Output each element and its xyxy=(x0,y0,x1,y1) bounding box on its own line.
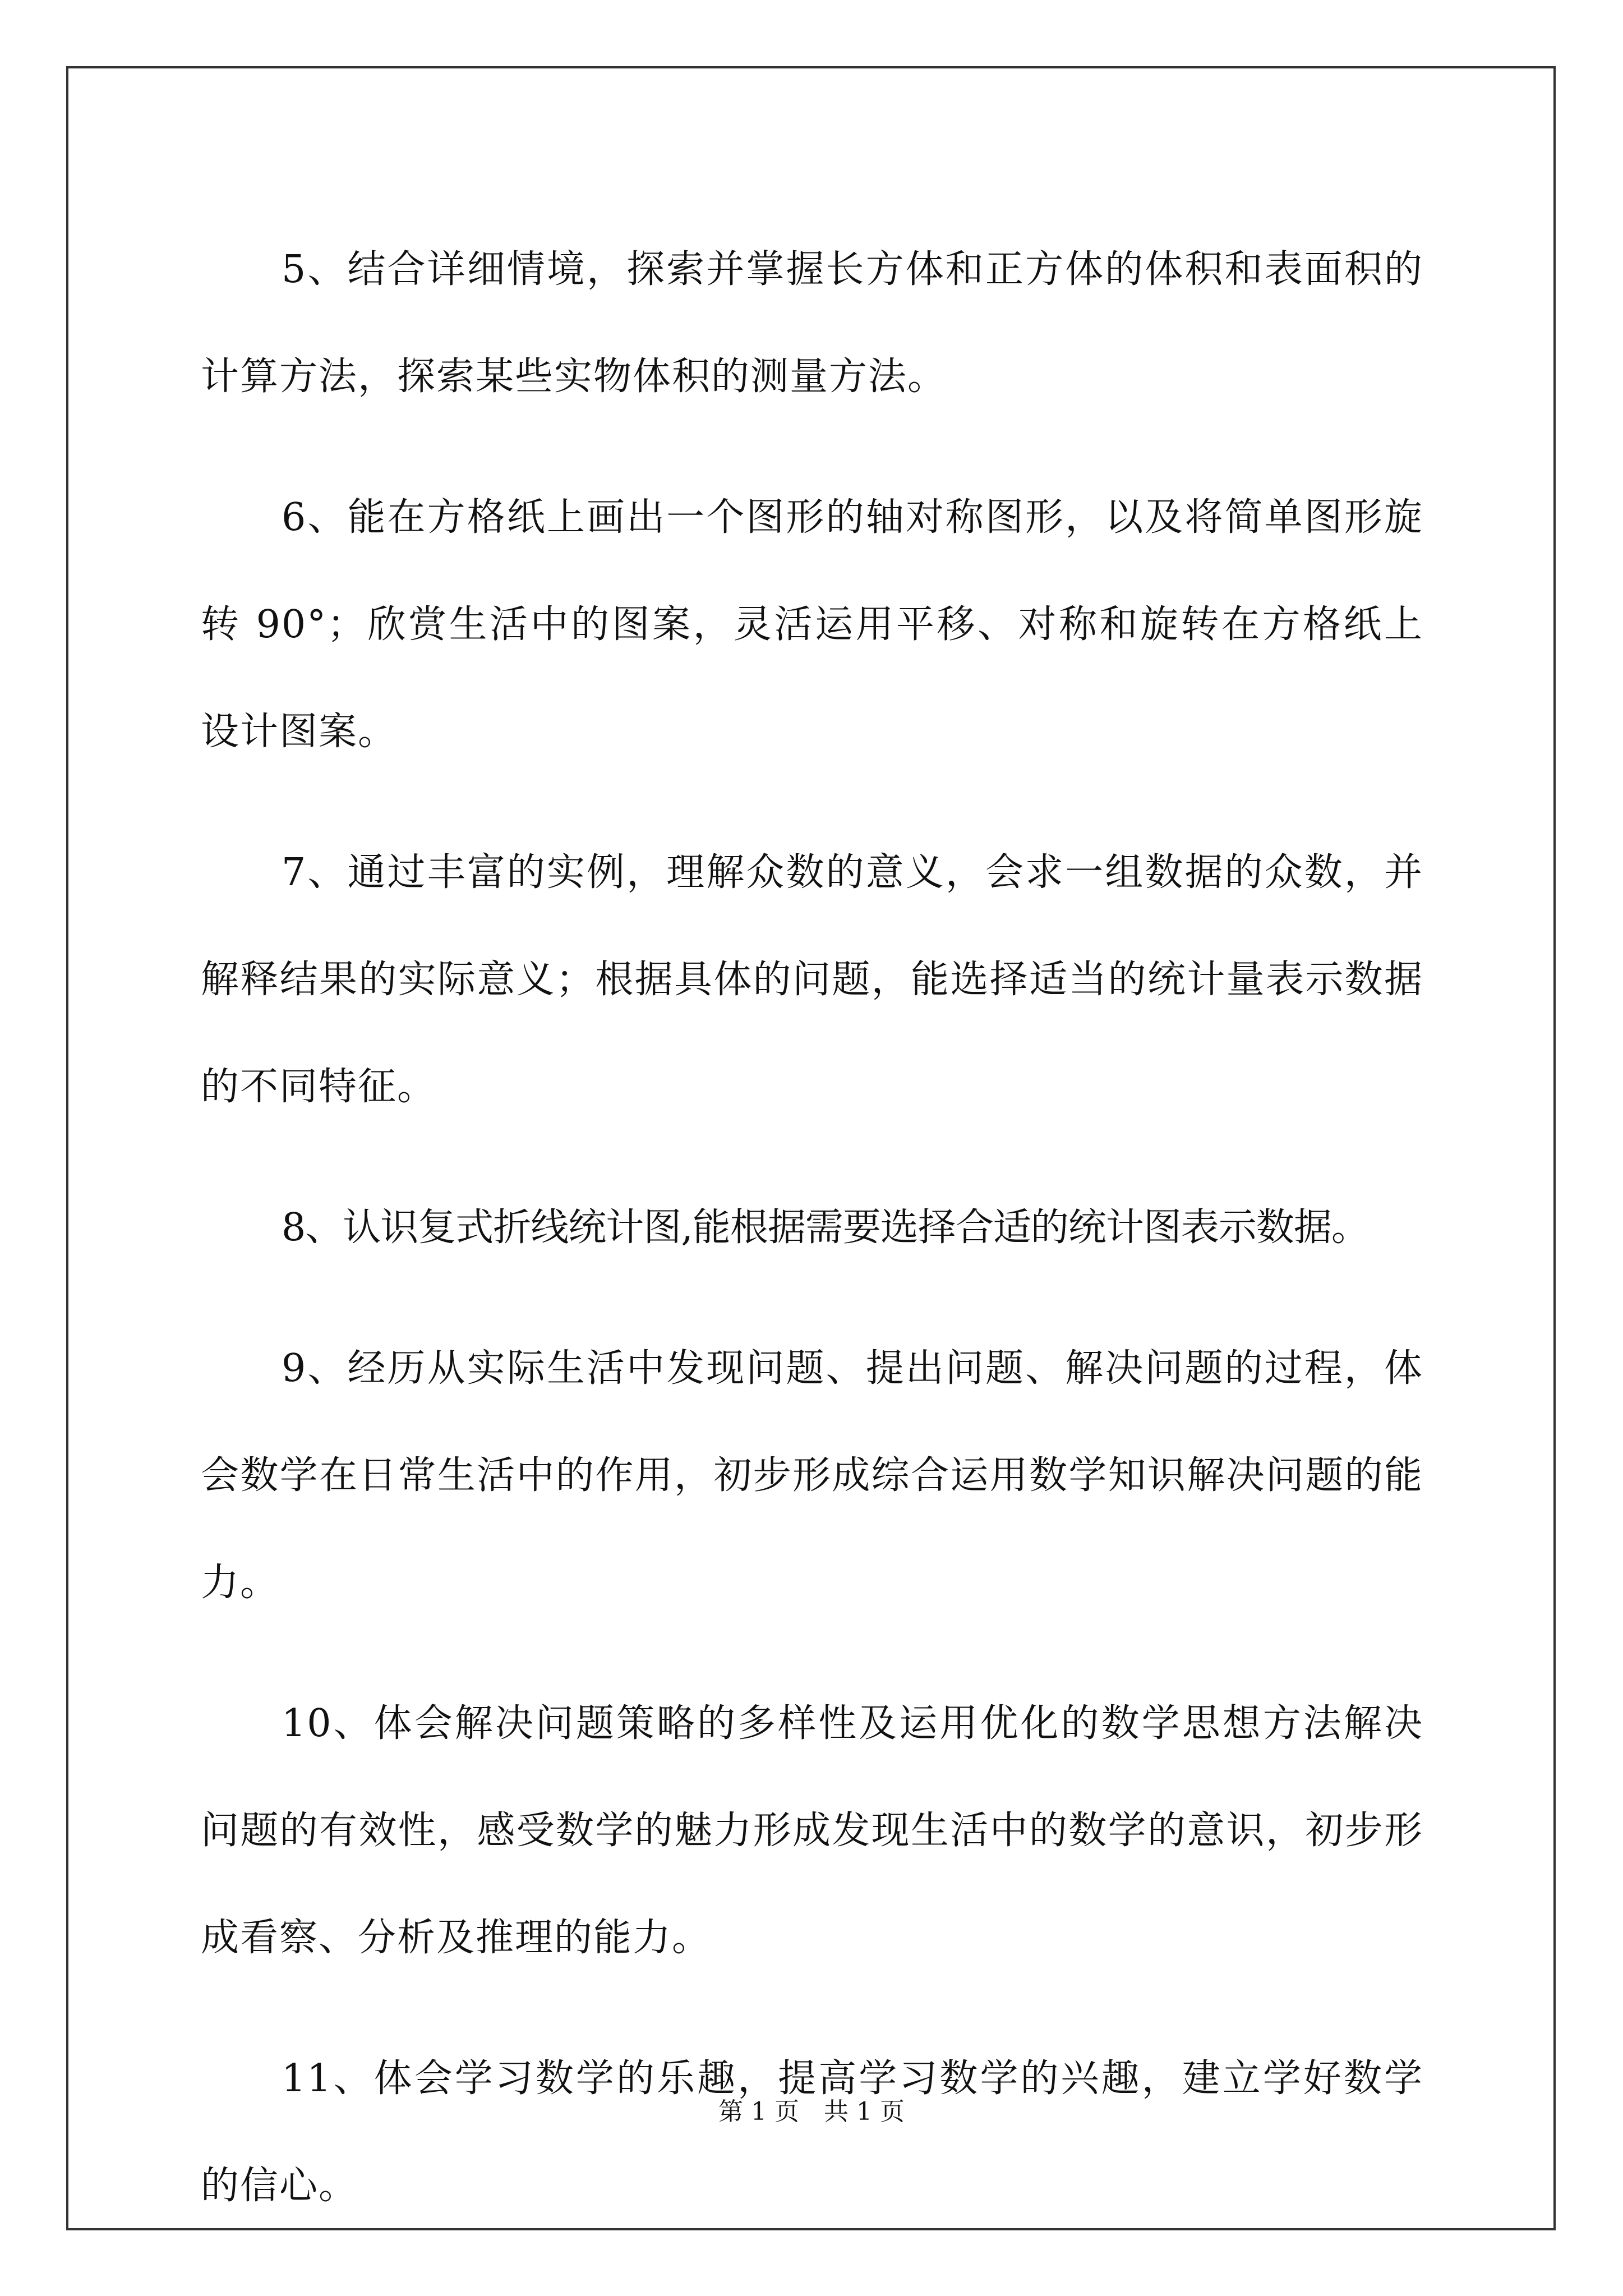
paragraph-item-7: 7、通过丰富的实例，理解众数的意义，会求一组数据的众数，并解释结果的实际意义；根据具体的问题，能选择适当的统计量表示数据的不同特征。 xyxy=(201,850,1423,1109)
document-body xyxy=(201,216,1423,2273)
paragraph-item-10: 10、体会解决问题策略的多样性及运用优化的数学思想方法解决问题的有效性，感受数学的魅力形成发现生活中的数学的意识，初步形成看察、分析及推理的能力。 xyxy=(201,1701,1423,1960)
paragraph-item-11: 11、体会学习数学的乐趣，提高学习数学的兴趣，建立学好数学的信心。 xyxy=(201,2056,1423,2208)
paragraph-item-6: 6、能在方格纸上画出一个图形的轴对称图形，以及将简单图形旋转 90°；欣赏生活中的图案，灵活运用平移、对称和旋转在方格纸上设计图案。 xyxy=(201,495,1423,754)
page-number-footer: 第 1 页 共 1 页 xyxy=(718,2097,905,2126)
paragraph-item-5: 5、结合详细情境，探索并掌握长方体和正方体的体积和表面积的计算方法，探索某些实物体积的测量方法。 xyxy=(201,247,1423,399)
paragraph-item-9: 9、经历从实际生活中发现问题、提出问题、解决问题的过程，体会数学在日常生活中的作用，初步形成综合运用数学知识解决问题的能力。 xyxy=(201,1346,1423,1605)
paragraph-item-8: 8、认识复式折线统计图,能根据需要选择合适的统计图表示数据。 xyxy=(282,1205,1369,1250)
